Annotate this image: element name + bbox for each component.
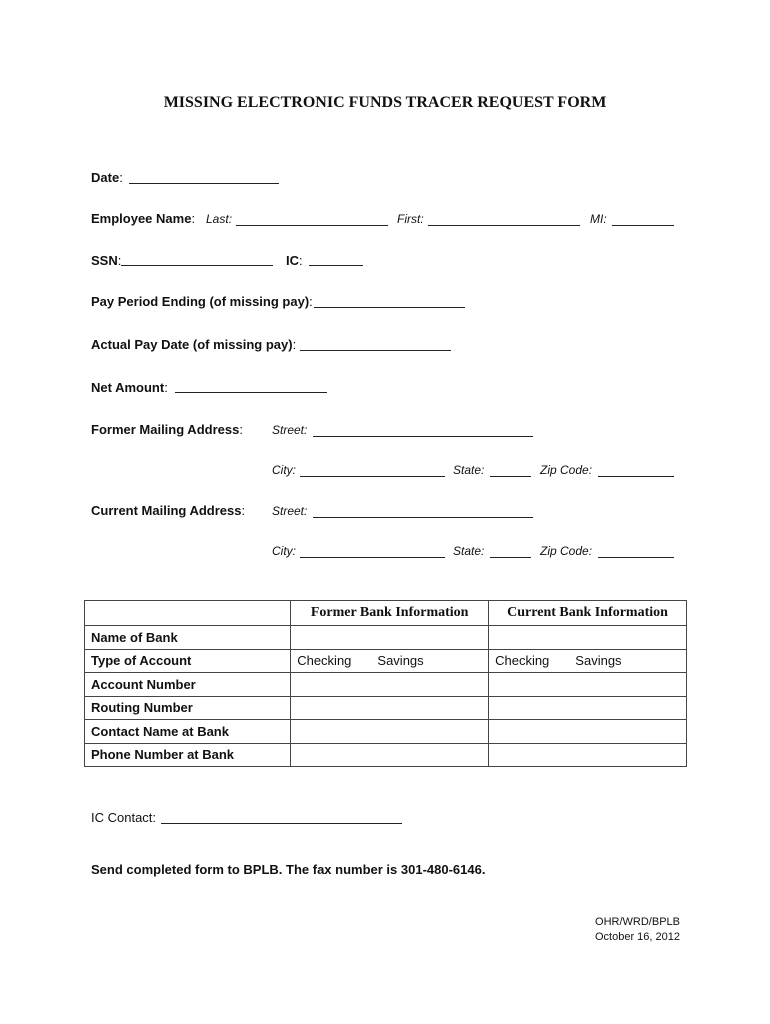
employee-name-label: Employee Name: <box>91 211 196 226</box>
footer-office: OHR/WRD/BPLB <box>595 916 680 928</box>
current-account-type-cell <box>489 649 687 673</box>
pay-period-field[interactable] <box>314 307 465 308</box>
former-city-label: City: <box>272 463 297 477</box>
former-zip-field[interactable] <box>598 476 674 477</box>
ssn-field[interactable] <box>121 265 273 266</box>
row-label-contact-name: Contact Name at Bank <box>85 720 291 744</box>
actual-pay-date-field[interactable] <box>300 350 451 351</box>
current-bank-name-cell[interactable] <box>489 626 687 650</box>
former-account-type-cell <box>291 649 489 673</box>
former-street-label: Street: <box>272 423 308 437</box>
current-address-label: Current Mailing Address: <box>91 503 246 518</box>
last-name-label: Last: <box>206 212 233 226</box>
bank-info-table <box>84 600 687 767</box>
table-row <box>85 696 687 720</box>
row-label-name-of-bank: Name of Bank <box>85 626 291 650</box>
mi-field[interactable] <box>612 225 674 226</box>
current-bank-header: Current Bank Information <box>489 601 687 626</box>
former-savings-option[interactable]: Savings <box>377 653 424 669</box>
row-label-routing-number: Routing Number <box>85 696 291 720</box>
row-label-phone-number: Phone Number at Bank <box>85 743 291 767</box>
table-row <box>85 626 687 650</box>
send-instruction: Send completed form to BPLB. The fax number is 301-480-6146. <box>91 862 486 877</box>
first-name-field[interactable] <box>428 225 580 226</box>
date-label: Date: <box>91 170 123 185</box>
former-street-field[interactable] <box>313 436 533 437</box>
table-row <box>85 673 687 697</box>
current-state-label: State: <box>453 544 485 558</box>
net-amount-label: Net Amount: <box>91 380 168 395</box>
former-phone-number-cell[interactable] <box>291 743 489 767</box>
current-state-field[interactable] <box>490 557 531 558</box>
ic-contact-field[interactable] <box>161 823 402 824</box>
former-bank-header: Former Bank Information <box>291 601 489 626</box>
current-routing-number-cell[interactable] <box>489 696 687 720</box>
table-row <box>85 649 687 673</box>
row-label-account-number: Account Number <box>85 673 291 697</box>
current-street-label: Street: <box>272 504 308 518</box>
footer-date: October 16, 2012 <box>594 931 680 943</box>
former-contact-name-cell[interactable] <box>291 720 489 744</box>
form-title: MISSING ELECTRONIC FUNDS TRACER REQUEST FORM <box>163 94 607 111</box>
mi-label: MI: <box>590 212 607 226</box>
table-row <box>85 743 687 767</box>
table-row <box>85 720 687 744</box>
former-state-label: State: <box>453 463 485 477</box>
date-field[interactable] <box>129 183 279 184</box>
former-city-field[interactable] <box>300 476 445 477</box>
ic-label: IC: <box>286 253 303 268</box>
table-header-row <box>85 601 687 626</box>
row-label-type-of-account: Type of Account <box>85 649 291 673</box>
current-phone-number-cell[interactable] <box>489 743 687 767</box>
former-routing-number-cell[interactable] <box>291 696 489 720</box>
current-city-field[interactable] <box>300 557 445 558</box>
current-zip-field[interactable] <box>598 557 674 558</box>
former-checking-option[interactable]: Checking <box>297 653 352 669</box>
current-savings-option[interactable]: Savings <box>575 653 622 669</box>
former-address-label: Former Mailing Address: <box>91 422 243 437</box>
former-account-number-cell[interactable] <box>291 673 489 697</box>
current-checking-option[interactable]: Checking <box>495 653 550 669</box>
last-name-field[interactable] <box>236 225 388 226</box>
actual-pay-date-label: Actual Pay Date (of missing pay): <box>91 337 297 352</box>
net-amount-field[interactable] <box>175 392 327 393</box>
ssn-label: SSN: <box>91 253 122 268</box>
former-state-field[interactable] <box>490 476 531 477</box>
current-city-label: City: <box>272 544 297 558</box>
former-zip-label: Zip Code: <box>540 463 593 477</box>
first-name-label: First: <box>397 212 424 226</box>
current-contact-name-cell[interactable] <box>489 720 687 744</box>
table-header-blank <box>85 601 291 626</box>
ic-field[interactable] <box>309 265 363 266</box>
ic-contact-label: IC Contact: <box>91 810 157 825</box>
current-street-field[interactable] <box>313 517 533 518</box>
current-account-number-cell[interactable] <box>489 673 687 697</box>
current-zip-label: Zip Code: <box>540 544 593 558</box>
former-bank-name-cell[interactable] <box>291 626 489 650</box>
pay-period-label: Pay Period Ending (of missing pay): <box>91 294 313 309</box>
